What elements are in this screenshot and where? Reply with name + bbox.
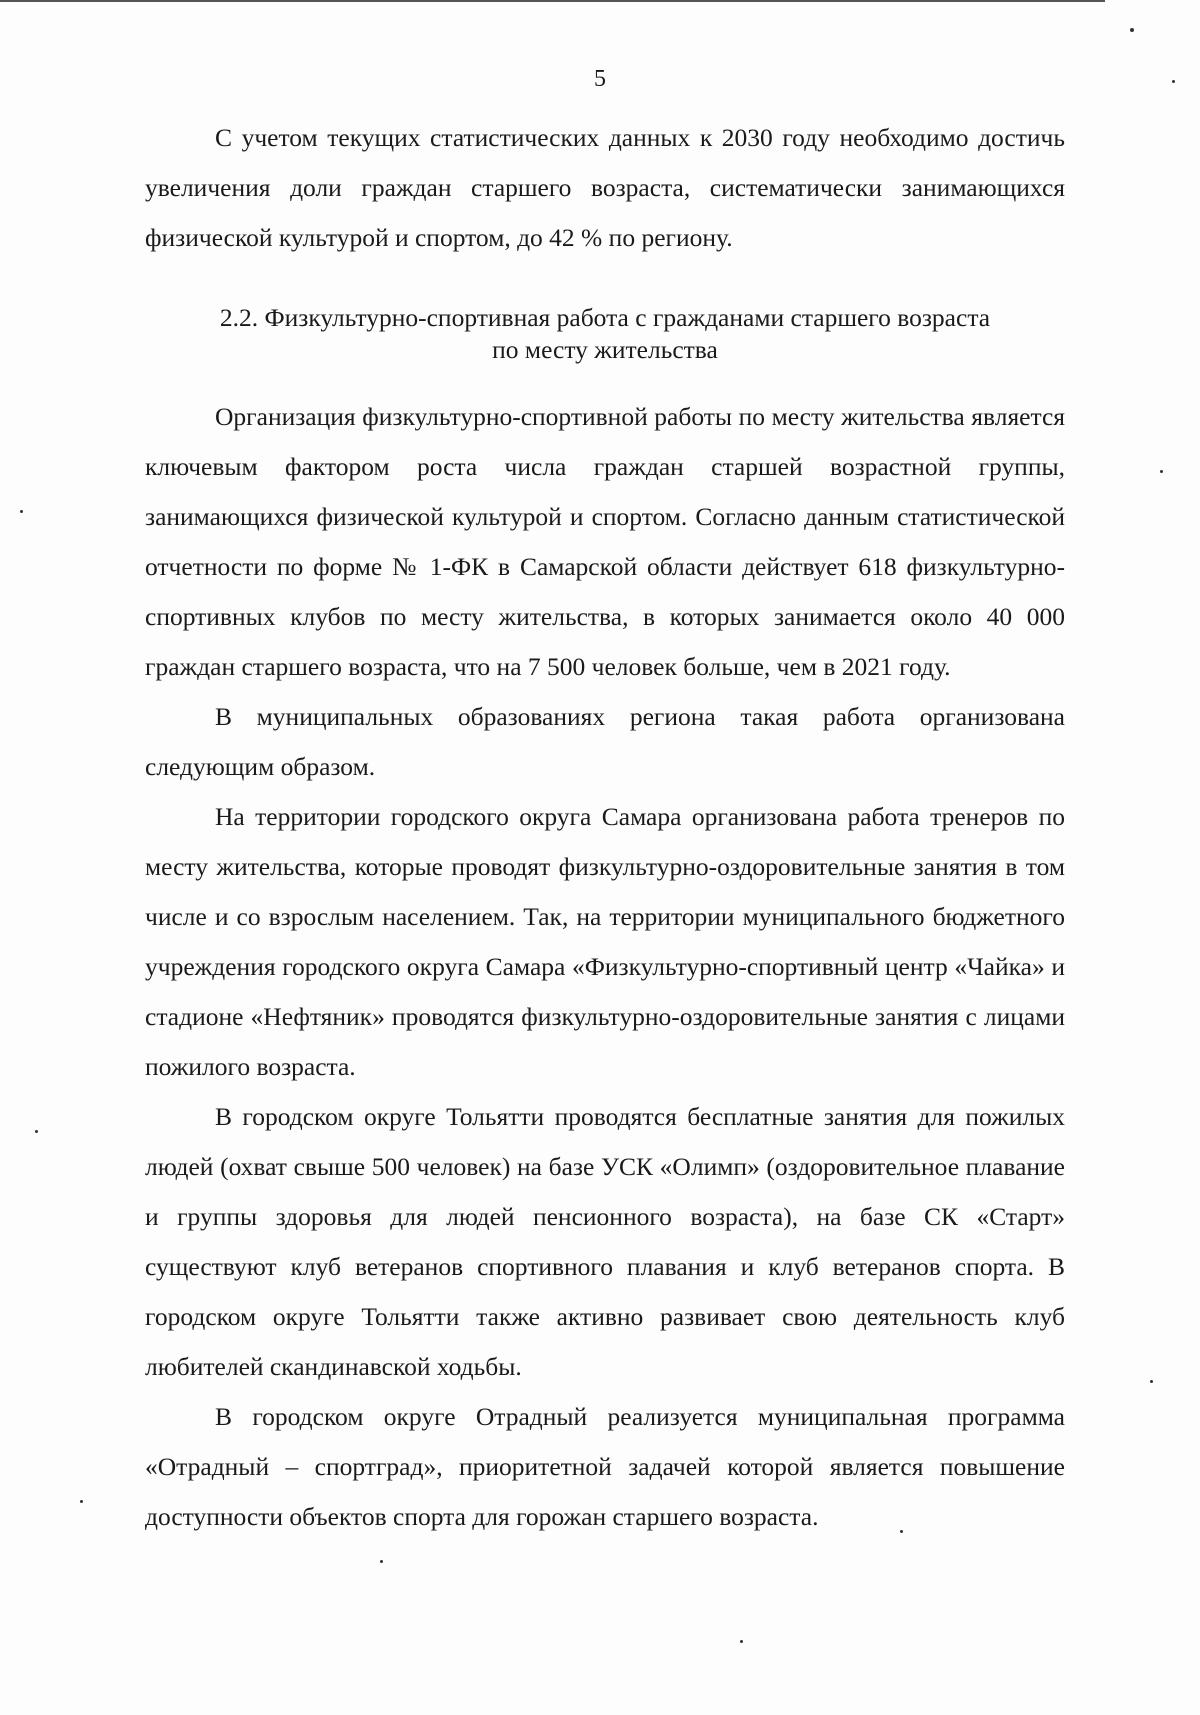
section-heading xyxy=(145,302,1065,366)
scan-speck xyxy=(1172,80,1175,83)
page-number: 5 xyxy=(594,66,606,92)
scan-speck xyxy=(1160,470,1163,473)
paragraph-togliatti: В городском округе Тольятти проводятся бесплатные занятия для пожилых людей (охват свыше 500 человек) на базе УСК «Олимп» (оздоровительное плавание и группы здоровья для людей пенсионного возраста), на базе СК «Старт» существуют клуб ветеранов спортивного плавания и клуб ветеранов спорта. В городском округе Тольятти также активно развивает свою деятельность клуб любителей скандинавской ходьбы. xyxy=(145,1102,1065,1381)
paragraph-clubs: Организация физкультурно-спортивной работы по месту жительства является ключевым фактором роста числа граждан старшей возрастной группы, занимающихся физической культурой и спортом. Согласно данным статистической отчетности по форме № 1-ФК в Самарской области действует 618 физкультурно-спортивных клубов по месту жительства, в которых занимается около 40 000 граждан старшего возраста, что на 7 500 человек больше, чем в 2021 году. xyxy=(145,402,1065,681)
scan-speck xyxy=(1150,1380,1153,1383)
scan-speck xyxy=(380,1560,383,1563)
paragraph-municipal: В муниципальных образованиях региона такая работа организована следующим образом. xyxy=(145,702,1065,781)
paragraph-samara: На территории городского округа Самара организована работа тренеров по месту жительства, которые проводят физкультурно-оздоровительные занятия в том числе и со взрослым населением. Так, на территории муниципального бюджетного учреждения городского округа Самара «Физкультурно-спортивный центр «Чайка» и стадионе «Нефтяник» проводятся физкультурно-оздоровительные занятия с лицами пожилого возраста. xyxy=(145,802,1065,1081)
intro-paragraph: С учетом текущих статистических данных к 2030 году необходимо достичь увеличения доли граждан старшего возраста, систематически занимающихся физической культурой и спортом, до 42 % по региону. xyxy=(145,123,1065,252)
paragraph-otradny: В городском округе Отрадный реализуется муниципальная программа «Отрадный – спортград», приоритетной задачей которой является повышение доступности объектов спорта для горожан старшего возраста. xyxy=(145,1402,1065,1531)
scan-speck xyxy=(900,1530,903,1533)
intro-section xyxy=(145,113,1065,263)
section-heading-line1: 2.2. Физкультурно-спортивная работа с гражданами старшего возраста xyxy=(219,303,991,332)
scan-speck xyxy=(35,1130,38,1133)
scan-speck xyxy=(20,510,23,513)
scan-speck xyxy=(740,1640,743,1643)
scan-speck xyxy=(80,1500,83,1503)
section-heading-line2: по месту жительства xyxy=(492,335,718,364)
scan-top-edge xyxy=(0,0,1105,2)
scan-speck xyxy=(1130,28,1134,32)
body-section xyxy=(145,392,1065,1542)
